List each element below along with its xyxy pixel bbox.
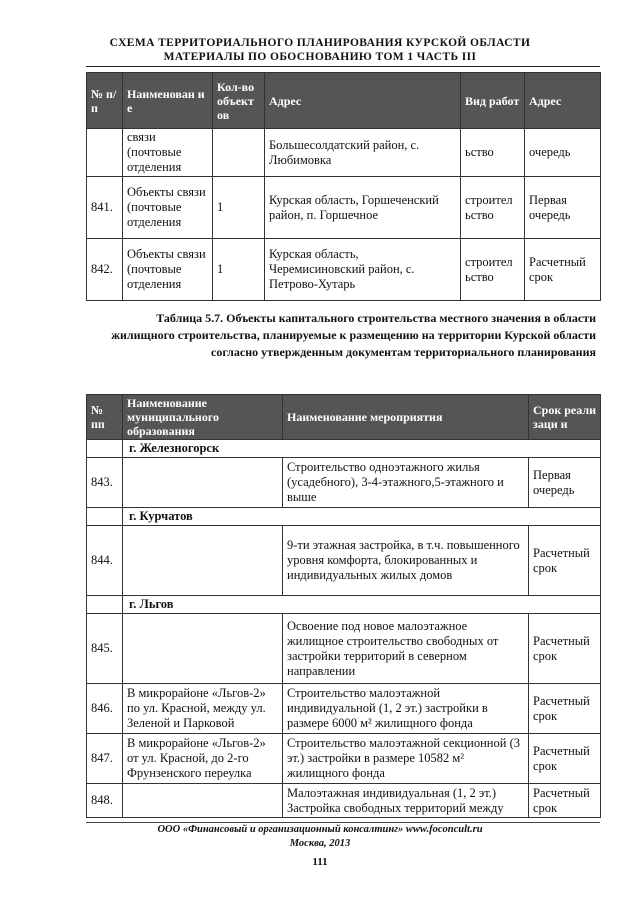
table-row [87,458,601,508]
table1-col-qty: Кол-во объект ов [213,73,265,129]
action: Малоэтажная индивидуальная (1, 2 эт.) Застройка свободных территорий между [283,784,529,818]
housing-construction-table [86,394,601,818]
row-number: 841. [87,177,123,239]
row-number: 844. [87,526,123,596]
object-name: Объекты связи (почтовые отделения [123,239,213,301]
work-type: строител ьство [461,177,525,239]
table-row [87,734,601,784]
municipality [123,526,283,596]
row-number: 848. [87,784,123,818]
term: Расчетный срок [525,239,601,301]
object-name: связи (почтовые отделения [123,129,213,177]
section-title: г. Курчатов [123,508,601,526]
communication-objects-table [86,72,601,301]
table2-col-municipality: Наименование муниципального образования [123,395,283,440]
table1-col-name: Наименован ие [123,73,213,129]
row-number: 845. [87,614,123,684]
row-number: 847. [87,734,123,784]
object-quantity: 1 [213,239,265,301]
document-header-line1: СХЕМА ТЕРРИТОРИАЛЬНОГО ПЛАНИРОВАНИЯ КУРСКОЙ ОБЛАСТИ [109,37,531,49]
row-number [87,129,123,177]
row-number: 846. [87,684,123,734]
section-title: г. Льгов [123,596,601,614]
row-number: 842. [87,239,123,301]
object-address: Курская область, Черемисиновский район, с. Петрово-Хутарь [265,239,461,301]
footer-company: ООО «Финансовый и организационный консалтинг» www.foconcult.ru [157,824,483,835]
table1-col-work: Вид работ [461,73,525,129]
term: очередь [525,129,601,177]
section-title: г. Железногорск [123,440,601,458]
term: Расчетный срок [529,614,601,684]
object-quantity: 1 [213,177,265,239]
table2-col-num: № пп [87,395,123,440]
municipality: В микрорайоне «Льгов-2» по ул. Красной, между ул. Зеленой и Парковой [123,684,283,734]
object-quantity [213,129,265,177]
term: Первая очередь [529,458,601,508]
object-address: Курская область, Горшеченский район, п. Горшечное [265,177,461,239]
object-name: Объекты связи (почтовые отделения [123,177,213,239]
table2-header-row [87,395,601,440]
page-number: 111 [312,856,328,868]
action: Строительство одноэтажного жилья (усадебного), 3-4-этажного,5-этажного и выше [283,458,529,508]
table-row [87,239,601,301]
table1-col-term: Адрес [525,73,601,129]
work-type: строител ьство [461,239,525,301]
term: Расчетный срок [529,684,601,734]
municipality [123,458,283,508]
document-header-line2: МАТЕРИАЛЫ ПО ОБОСНОВАНИЮ ТОМ 1 ЧАСТЬ III [163,51,477,63]
municipality [123,784,283,818]
action: Освоение под новое малоэтажное жилищное строительство свободных от застройки территорий в северном направлении [283,614,529,684]
table2-col-action: Наименование мероприятия [283,395,529,440]
municipality [123,614,283,684]
table-row [87,526,601,596]
table-row [87,684,601,734]
work-type: ьство [461,129,525,177]
header-divider [86,66,600,67]
municipality: В микрорайоне «Льгов-2» от ул. Красной, до 2-го Фрунзенского переулка [123,734,283,784]
action: 9-ти этажная застройка, в т.ч. повышенного уровня комфорта, блокированных и индивидуальных жилых домов [283,526,529,596]
table-row [87,784,601,818]
term: Расчетный срок [529,784,601,818]
table1-col-num: № п/п [87,73,123,129]
term: Расчетный срок [529,734,601,784]
section-row [87,596,601,614]
table1-header-row [87,73,601,129]
term: Первая очередь [525,177,601,239]
section-row [87,440,601,458]
action: Строительство малоэтажной секционной (3 эт.) застройки в размере 10582 м² жилищного фонда [283,734,529,784]
table1-col-address: Адрес [265,73,461,129]
footer-city: Москва, 2013 [289,838,351,849]
object-address: Большесолдатский район, с. Любимовка [265,129,461,177]
action: Строительство малоэтажной индивидуальной (1, 2 эт.) застройки в размере 6000 м² жилищного фонда [283,684,529,734]
term: Расчетный срок [529,526,601,596]
row-number: 843. [87,458,123,508]
section-row [87,508,601,526]
table-caption: Таблица 5.7. Объекты капитального строительства местного значения в области жилищного строительства, планируемые к размещению на территории Курской области согласно утвержденным документам территориального планирования [111,311,596,359]
footer-divider [86,822,600,823]
table-row [87,129,601,177]
table-row [87,177,601,239]
table2-col-term: Срок реализаци и [529,395,601,440]
table-row [87,614,601,684]
